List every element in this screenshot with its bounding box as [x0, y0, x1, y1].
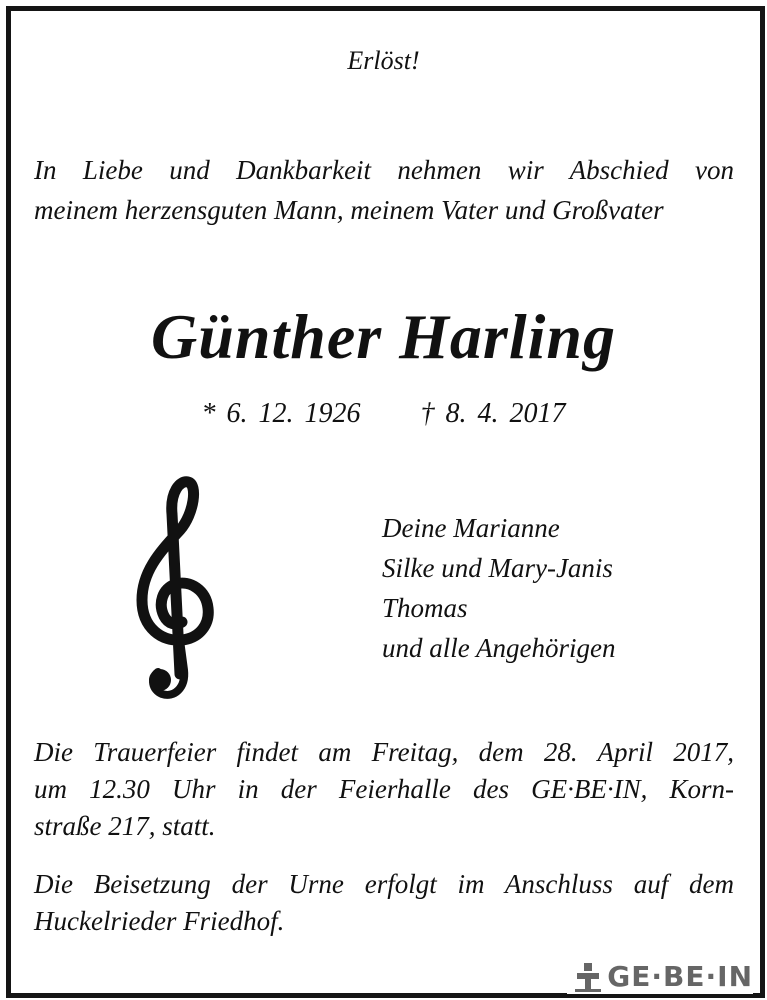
- logo-text: GE·BE·IN: [607, 960, 753, 993]
- intro-text: [34, 150, 734, 230]
- intro-line: In Liebe und Dankbarkeit nehmen wir Abschied von: [34, 155, 734, 185]
- ceremony-line: Die Trauerfeier findet am Freitag, dem 28. April 2017,: [34, 737, 734, 767]
- family-member: Thomas: [382, 593, 468, 623]
- burial-line: Die Beisetzung der Urne erfolgt im Anschluss auf dem: [34, 869, 734, 899]
- headline: Erlöst!: [347, 46, 420, 75]
- ceremony-text: [34, 734, 734, 845]
- family-signatures: [382, 508, 615, 668]
- birth-date: * 6. 12. 1926: [201, 398, 361, 429]
- gebein-logo: [567, 960, 753, 994]
- treble-clef-icon: [128, 474, 218, 704]
- life-dates: [0, 398, 767, 430]
- ceremony-line: straße 217, statt.: [34, 811, 216, 841]
- deceased-name: Günther Harling: [151, 301, 616, 372]
- burial-line: Huckelrieder Friedhof.: [34, 906, 285, 936]
- death-date: † 8. 4. 2017: [420, 398, 566, 429]
- family-member: Deine Marianne: [382, 513, 560, 543]
- family-member: Silke und Mary-Janis: [382, 553, 613, 583]
- gebein-logo-icon: [573, 961, 603, 993]
- family-member: und alle Angehörigen: [382, 633, 616, 663]
- ceremony-line: um 12.30 Uhr in der Feierhalle des GE·BE·IN, Korn-: [34, 774, 734, 804]
- intro-line: meinem herzensguten Mann, meinem Vater und Großvater: [34, 195, 664, 225]
- burial-text: [34, 866, 734, 940]
